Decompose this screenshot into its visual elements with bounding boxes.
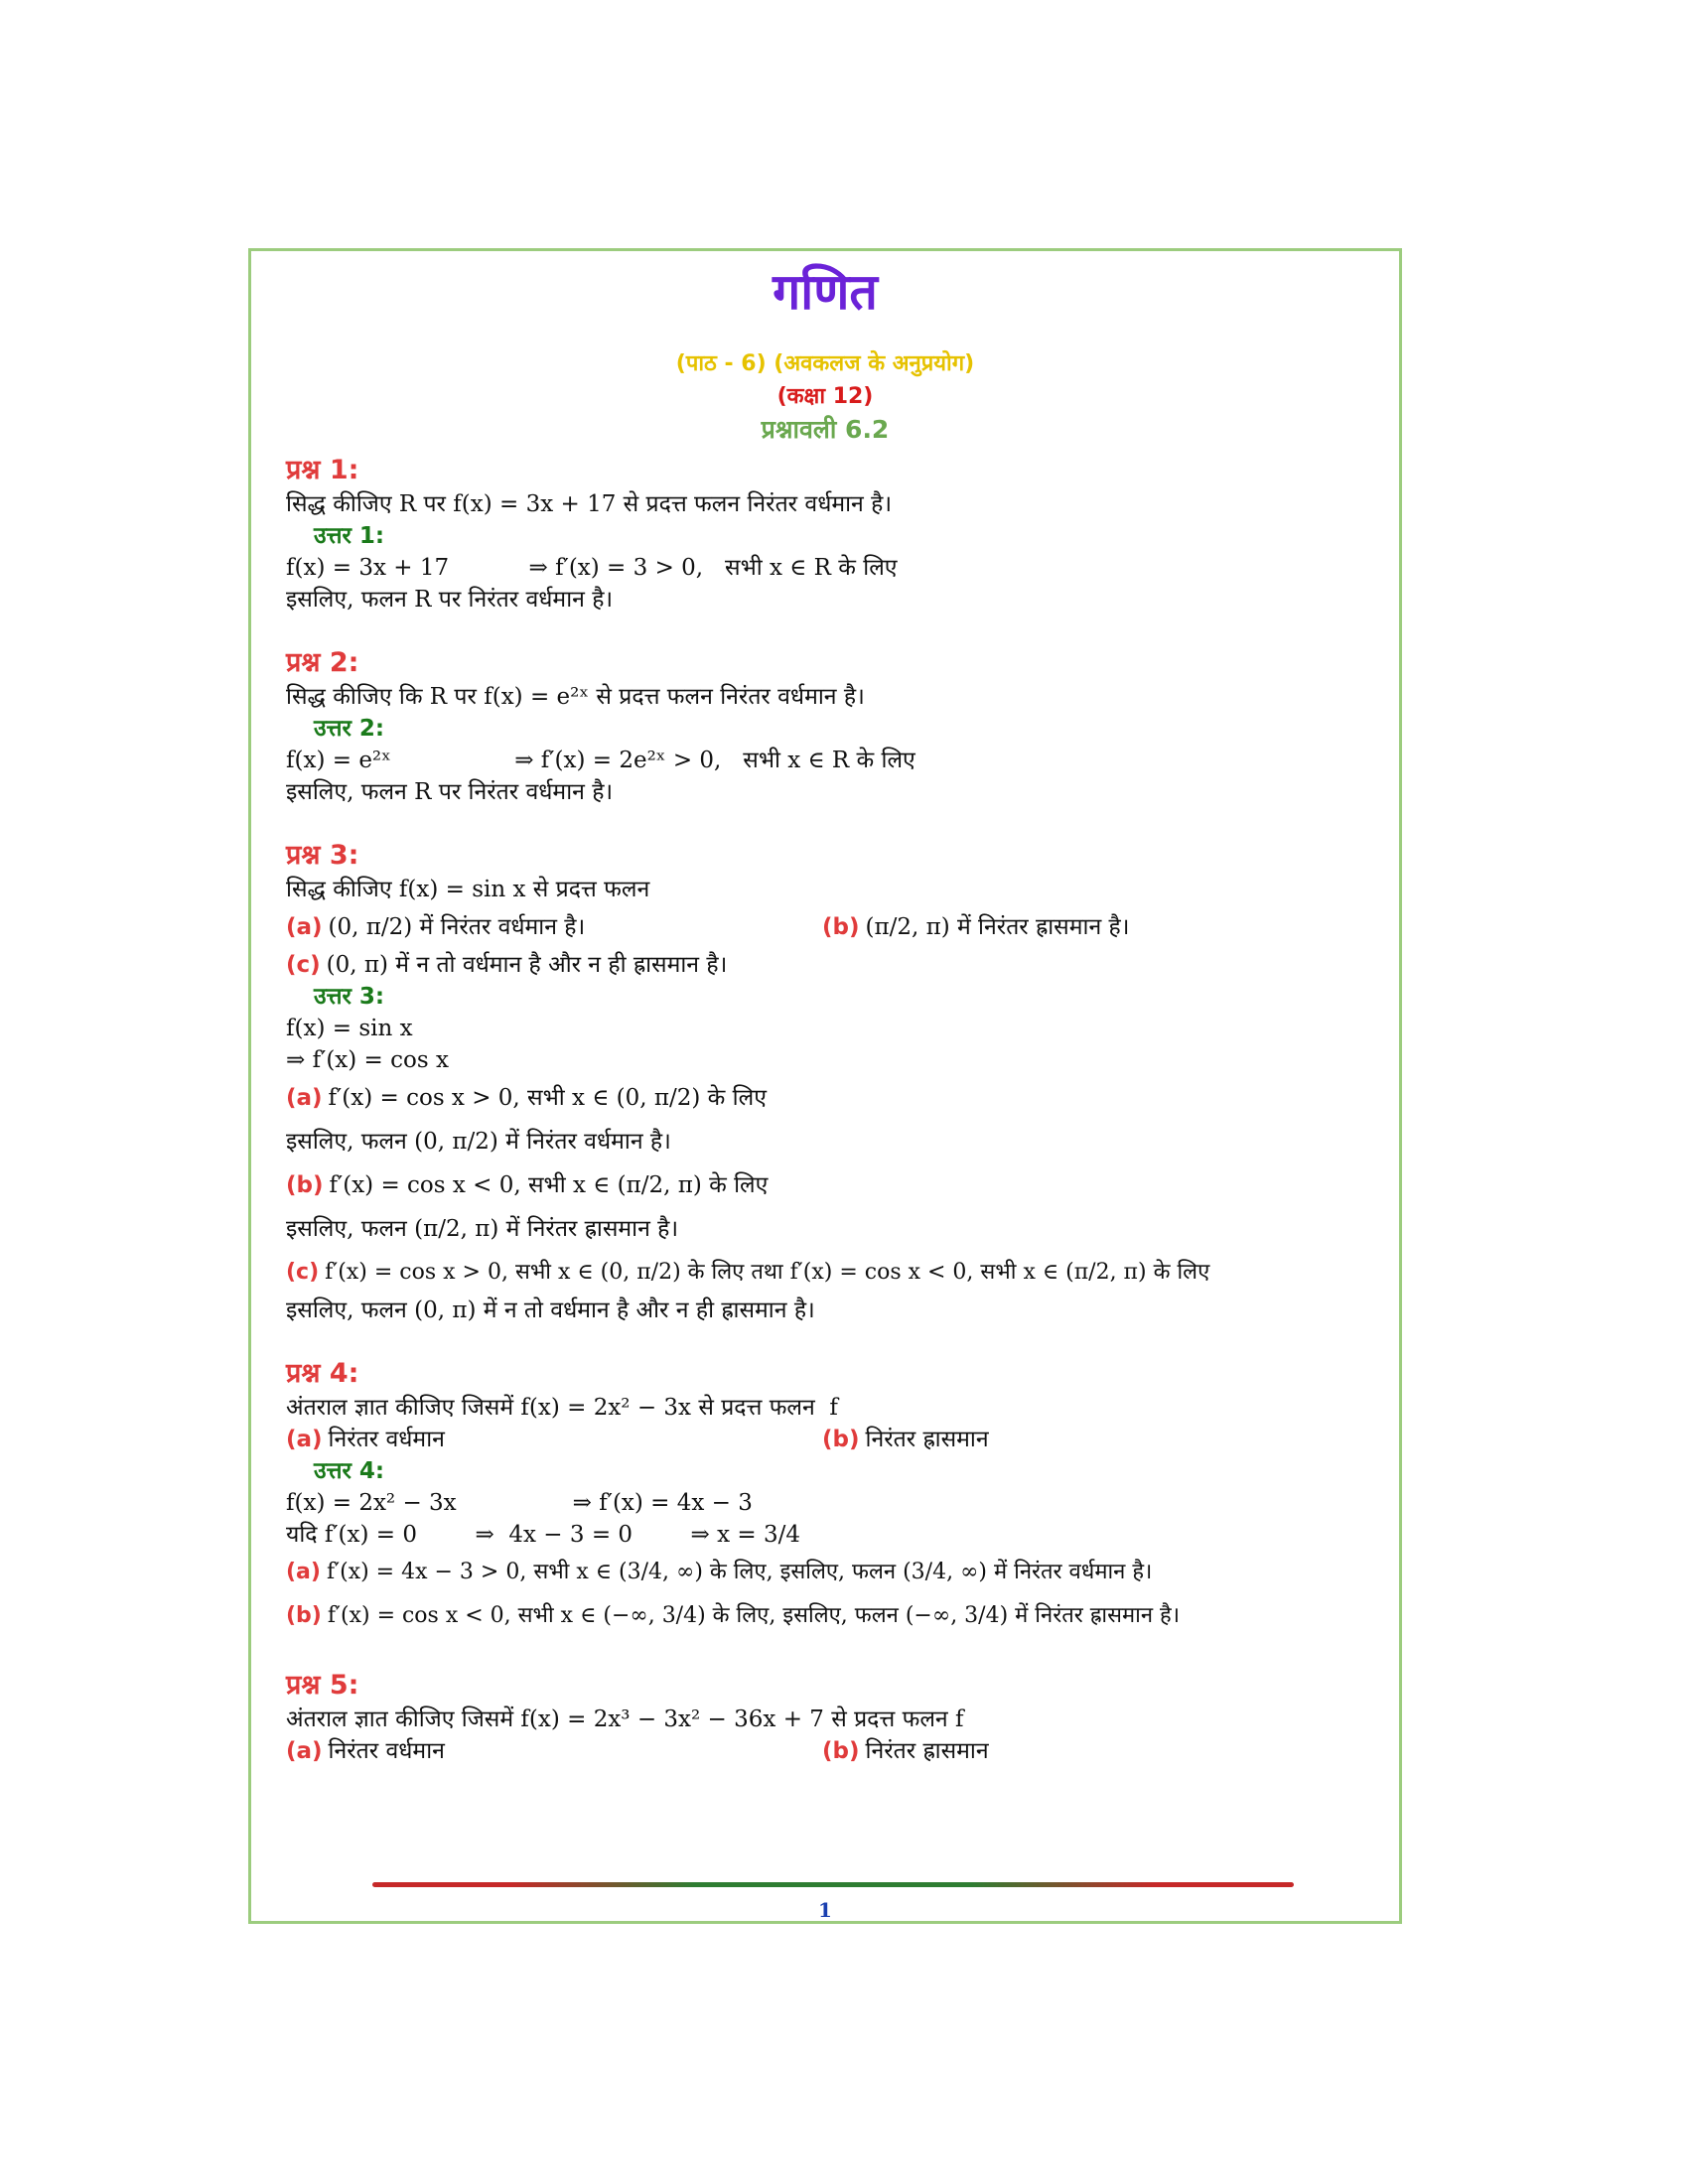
page-number: 1 (818, 1898, 832, 1922)
content (286, 453, 1368, 1767)
question-2-heading: प्रश्न 2: (286, 647, 359, 678)
question-5-parts (286, 1735, 1368, 1767)
answer-4-part-a-row (286, 1551, 1368, 1594)
question-3-parts-ab (286, 905, 1368, 949)
answer-3-part-b-row (286, 1163, 1368, 1207)
part-label: (c) (286, 1260, 320, 1285)
question-5-part-a: निरंतर वर्धमान (328, 1738, 445, 1764)
chapter-heading: (पाठ - 6) (अवकलज के अनुप्रयोग) (675, 351, 975, 376)
question-1-heading: प्रश्न 1: (286, 455, 359, 485)
answer-4-heading: उत्तर 4: (314, 1458, 385, 1484)
question-3-heading: प्रश्न 3: (286, 840, 359, 871)
answer-3-part-a-conclusion: इसलिए, फलन (0, π/2) में निरंतर वर्धमान है। (286, 1129, 671, 1155)
exercise-heading: प्रश्नावली 6.2 (761, 415, 890, 444)
part-label: (b) (822, 1738, 860, 1764)
answer-3-part-c-row (286, 1251, 1368, 1295)
answer-4-line-2: यदि f′(x) = 0 ⇒ 4x − 3 = 0 ⇒ x = 3/4 (286, 1522, 800, 1548)
question-2-statement: सिद्ध कीजिए कि R पर f(x) = e²ˣ से प्रदत्त फलन निरंतर वर्धमान है। (286, 684, 865, 710)
answer-4-part-b: f′(x) = cos x < 0, सभी x ∈ (−∞, 3/4) के लिए, इसलिए, फलन (−∞, 3/4) में निरंतर ह्रासमान है। (327, 1603, 1181, 1628)
page-title: गणित (773, 263, 878, 321)
answer-3-heading: उत्तर 3: (314, 984, 385, 1010)
question-4-parts (286, 1424, 1368, 1455)
question-1-statement: सिद्ध कीजिए R पर f(x) = 3x + 17 से प्रदत्त फलन निरंतर वर्धमान है। (286, 491, 893, 517)
question-3-statement: सिद्ध कीजिए f(x) = sin x से प्रदत्त फलन (286, 877, 650, 902)
part-label: (b) (286, 1603, 322, 1628)
footer-divider (372, 1882, 1294, 1887)
question-4-statement: अंतराल ज्ञात कीजिए जिसमें f(x) = 2x² − 3x से प्रदत्त फलन f (286, 1395, 838, 1421)
question-4-heading: प्रश्न 4: (286, 1358, 359, 1389)
question-3-part-c-row (286, 949, 1368, 981)
question-5-heading: प्रश्न 5: (286, 1670, 359, 1701)
part-label: (a) (286, 1085, 323, 1111)
answer-2-heading: उत्तर 2: (314, 716, 385, 742)
answer-2-line-2: इसलिए, फलन R पर निरंतर वर्धमान है। (286, 779, 614, 805)
answer-2-line-1: f(x) = e²ˣ ⇒ f′(x) = 2e²ˣ > 0, सभी x ∈ R के लिए (286, 748, 915, 773)
answer-3-line-1: f(x) = sin x (286, 1016, 413, 1041)
answer-1-line-1: f(x) = 3x + 17 ⇒ f′(x) = 3 > 0, सभी x ∈ R के लिए (286, 555, 898, 581)
answer-3-part-b: f′(x) = cos x < 0, सभी x ∈ (π/2, π) के लिए (329, 1172, 769, 1198)
part-label: (a) (286, 1427, 323, 1452)
answer-1-heading: उत्तर 1: (314, 523, 385, 549)
question-5-statement: अंतराल ज्ञात कीजिए जिसमें f(x) = 2x³ − 3x² − 36x + 7 से प्रदत्त फलन f (286, 1706, 964, 1732)
answer-3-line-2: ⇒ f′(x) = cos x (286, 1047, 449, 1073)
answer-3-part-a-row (286, 1076, 1368, 1120)
part-label: (c) (286, 952, 321, 978)
question-4-part-a: निरंतर वर्धमान (328, 1427, 445, 1452)
question-4-part-b: निरंतर ह्रासमान (865, 1427, 989, 1452)
part-label: (a) (286, 1560, 321, 1584)
question-3-part-c: (0, π) में न तो वर्धमान है और न ही ह्रासमान है। (326, 952, 728, 978)
answer-4-part-b-row (286, 1594, 1368, 1638)
part-label: (b) (822, 914, 860, 940)
part-label: (a) (286, 1738, 323, 1764)
answer-3-part-c: f′(x) = cos x > 0, सभी x ∈ (0, π/2) के लिए तथा f′(x) = cos x < 0, सभी x ∈ (π/2, π) के लिए (325, 1260, 1210, 1285)
answer-1-line-2: इसलिए, फलन R पर निरंतर वर्धमान है। (286, 587, 614, 613)
part-label: (a) (286, 914, 323, 940)
answer-4-part-a: f′(x) = 4x − 3 > 0, सभी x ∈ (3/4, ∞) के लिए, इसलिए, फलन (3/4, ∞) में निरंतर वर्धमान है। (326, 1560, 1153, 1584)
answer-3-part-a: f′(x) = cos x > 0, सभी x ∈ (0, π/2) के लिए (328, 1085, 767, 1111)
answer-3-part-b-conclusion: इसलिए, फलन (π/2, π) में निरंतर ह्रासमान है। (286, 1216, 679, 1242)
question-3-part-a: (0, π/2) में निरंतर वर्धमान है। (328, 914, 586, 940)
answer-3-part-c-conclusion: इसलिए, फलन (0, π) में न तो वर्धमान है और न ही ह्रासमान है। (286, 1297, 815, 1323)
answer-4-line-1: f(x) = 2x² − 3x ⇒ f′(x) = 4x − 3 (286, 1490, 753, 1516)
question-5-part-b: निरंतर ह्रासमान (865, 1738, 989, 1764)
part-label: (b) (822, 1427, 860, 1452)
class-heading: (कक्षा 12) (776, 384, 874, 409)
question-3-part-b: (π/2, π) में निरंतर ह्रासमान है। (865, 914, 1130, 940)
part-label: (b) (286, 1172, 324, 1198)
